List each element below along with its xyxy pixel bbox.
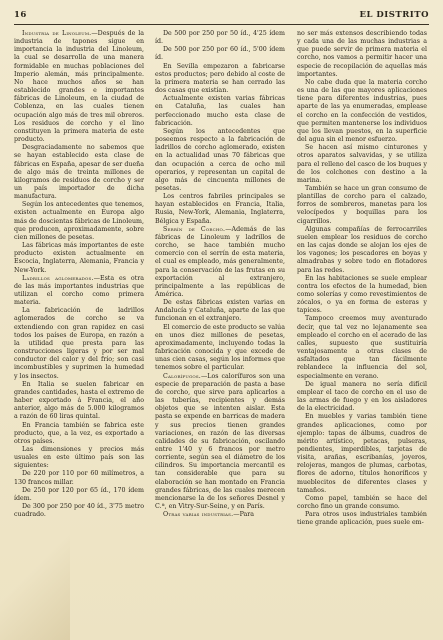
paragraph-text: Se hacen así mismo cinturones y otros aparatos salvavidas, y se utiliza para el relleno del casco de los buques y de los colchones con destino a la marina. — [297, 144, 427, 184]
paragraph-text: De 500 por 250 por 60 íd., 5'00 ídem íd. — [155, 46, 285, 62]
paragraph-text: También se hace un gran consumo de plantillas de corcho para el calzado, forros de sombreros, manetas para los velocípedos y boquillas para los cigarrillos. — [297, 184, 427, 225]
paragraph — [14, 242, 144, 275]
paragraph — [297, 413, 427, 495]
paragraph-text: De 250 por 120 por 65 íd., 170 ídem ídem. — [14, 486, 144, 502]
text-column-3 — [297, 30, 427, 528]
paragraph-text: De 300 por 250 por 40 íd., 3'75 metro cuadrado. — [14, 503, 144, 519]
paragraph — [297, 144, 427, 185]
paper-stain — [0, 530, 70, 640]
paragraph — [14, 144, 144, 201]
paragraph-text: Para otros usos industriales también tiene grande aplicación, pues suele em- — [297, 511, 427, 527]
section-heading: Serrín de Corcho. — [163, 225, 226, 233]
paragraph-text: De 220 por 110 por 60 milímetros, a 130 francos millar. — [14, 470, 144, 486]
paragraph — [155, 30, 285, 46]
paragraph — [14, 30, 144, 144]
paragraph — [155, 511, 285, 519]
paragraph-text: Las fábricas más importantes de este producto existen actualmente en Escocia, Inglaterra, Alemania, Francia y New-York. — [14, 242, 144, 274]
paragraph-text: No cabe duda que la materia corcho es una de las que mayores aplicaciones tiene para diferentes industrias, pues aparte de las ya enumeradas, emplease el corcho en la confección de vestidos, que permiten mantenerse los individuos que los llevan puestos, en la superficie del agua sin el menor esfuerzo. — [297, 78, 427, 144]
journal-title: EL DISTRITO — [359, 10, 429, 20]
paragraph-text: —Para — [233, 511, 255, 519]
paragraph-text: Actualmente existen varias fábricas en Cataluña, las cuales han perfeccionado mucho esta clase de fabricación. — [155, 95, 285, 127]
paragraph-text: Tampoco creemos muy aventurado decir, que tal vez no lejanamente sea empleado el corcho en el acerado de las calles, supuesto que sustituiría ventajosamente a otras clases de asfaltados que tan fácilmente reblandece la influencia del sol, especialmente en verano. — [297, 315, 427, 380]
text-column-2 — [155, 30, 285, 519]
text-column-1 — [14, 30, 144, 519]
page-number: 16 — [14, 10, 27, 20]
paragraph-text: —Además de las fábricas de Linoleum y ladrillos de corcho, se hace también mucho comercio con el serrín de esta materia, el cual es empleado, más generalmente, para la conservación de las frutas en su exportación al extranjero, principalmente a las repúblicas de América. — [155, 225, 285, 298]
paragraph-text: no ser más extensos describiendo todas y cada una de las muchas industrias a que puede servir de primera materia el corcho, nos vamos a permitir hacer una especie de recopilación de aquellas más importantes. — [297, 30, 427, 78]
paragraph-text: Según los antecedentes que poseemos respecto a la fabricación de ladrillos de corcho aglomerado, existen en la actualidad unas 70 fábricas que dan ocupación a cerca de ocho mil operarios, y representan un capital de algo más de cincuenta millones de pesetas. — [155, 127, 285, 192]
paragraph-text: En Sevilla empezaron a fabricarse estos productos; pero debido al coste de la primera materia se han cerrado las dos casas que existían. — [155, 62, 285, 95]
section-heading: Industria de Linoleum. — [22, 30, 92, 37]
paragraph-text: La fabricación de ladrillos aglomerados de corcho se va extendiendo con gran rapidez en casi todos los países de Europa, en razón a la utilidad que presta para las construcciones ligeras y por ser mal conductor del calor y del frío; son casi incombustibles y suprimen la humedad y los insectos. — [14, 307, 144, 380]
paragraph — [155, 128, 285, 193]
paragraph — [297, 30, 427, 79]
paragraph-text: Las dimensiones y precios más usuales en este último país son las siguientes: — [14, 445, 144, 470]
paragraph — [14, 275, 144, 308]
paragraph-text: De 500 por 250 por 50 íd., 4'25 ídem íd. — [155, 30, 285, 46]
paragraph — [155, 193, 285, 226]
paragraph — [297, 495, 427, 511]
page-header — [14, 10, 429, 24]
paragraph-text: Según los antecedentes que tenemos, existen actualmente en Europa algo más de doscientas fábricas de Linoleum, que producen, aproximadamente, sobre cien millones de pesetas. — [14, 201, 144, 241]
paragraph — [297, 185, 427, 226]
paragraph-text: Como papel, también se hace del corcho fino un grande consumo. — [297, 494, 427, 511]
paragraph — [155, 63, 285, 96]
paragraph-text: —Esta es otra de las más importantes industrias que utilizan el corcho como primera materia. — [14, 274, 144, 307]
paragraph — [297, 275, 427, 316]
paragraph-text: —Después de la industria de tapones sigue en importancia la industria del Linoleum, la cual se desarrolla de una manera formidable en muchas poblaciones del Imperio alemán, más principalmente. No hace muchos años se han establecido grandes e importantes fábricas de Linoleum, en la ciudad de Coblenza, en las cuales tienen ocupación algo más de tres mil obreros. Los residuos de corcho y el lino constituyen la primera materia de este producto. — [14, 30, 144, 144]
paragraph-text: De estas fábricas existen varias en Andalucía y Cataluña, aparte de las que funcionan en el extranjero. — [155, 299, 285, 323]
paragraph-text: En muebles y varias también tiene grandes aplicaciones, como por ejemplo: tapas de álbums, cuadros de mérito artístico, petacas, pulseras, pendientes, imperdibles, tarjetas de visita, arañas, escribanías, joyeros, relojeras, mangos de plumas, carbotas, flores de adorno, títulos honoríficos y mueblecitos de diferentes clases y tamaños. — [297, 413, 427, 494]
paragraph — [155, 373, 285, 512]
paragraph — [14, 487, 144, 503]
section-heading: Ladrillos aglomerados. — [22, 274, 94, 282]
paragraph-text: En Francia también se fabrica este producto, que, a la vez, es exportado a otros países. — [14, 421, 144, 445]
paragraph — [297, 226, 427, 275]
paragraph-text: En Italia se suelen fabricar en grandes cantidades, hasta el extremo de haber exportado á Francia, el año anterior, algo más de 5.000 kilogramos a razón de 60 liras quintal. — [14, 380, 144, 421]
paragraph — [14, 201, 144, 242]
paragraph — [297, 315, 427, 380]
header-rule — [14, 24, 429, 25]
paragraph — [155, 324, 285, 373]
section-heading: Calorífugos. — [163, 372, 201, 380]
section-heading: Otras varias industrias. — [163, 511, 234, 519]
paragraph-text: Los centros fabriles principales se hayan establecidos en Francia, Italia, Rusia, New-York, Alemania, Inglaterra, Bélgica y España. — [155, 193, 285, 225]
paragraph — [14, 422, 144, 446]
paragraph — [155, 226, 285, 299]
paragraph-text: Desgraciadamente no sabemos que se hayan establecido esta clase de fábricas en España, apesar de ser dueña de algo más de treinta millones de kilogramos de residuos de corcho y ser un país importador de dicha manufactura. — [14, 144, 144, 201]
paragraph — [297, 381, 427, 414]
paragraph — [155, 46, 285, 62]
paragraph-text: Algunas compañías de ferrocarriles suelen emplear los residuos de corcho en las cajas donde se alojan los ejes de los vagones; los pescadores en boyas y almadrabas y sobre todo en flotadores para las redes. — [297, 225, 427, 274]
paragraph — [14, 503, 144, 519]
paragraph — [14, 446, 144, 470]
paragraph-text: —Los calorífuros son una especie de preparación de pasta a base de corcho, que sirve para aplicarlos a las tuberías, recipientes y demás objetos que se intenten aislar. Esta pasta se expende en barricas de madera y sus precios tienen grandes variaciones, en razón de las diversas calidades de su fabricación, oscilando entre 1'40 y 6 francos por metro corriente, según sea el diámetro de los cilindros. Su importancia mercantil es tan considerable que para su elaboración se han montado en Francia grandes fábricas, de las cuales merecen mencionarse la de los señores Desnel y C.ª, en Vitry-Sur-Seine, y en París. — [155, 372, 285, 511]
paragraph — [14, 470, 144, 486]
paragraph — [155, 95, 285, 128]
paragraph-text: De igual manera no sería difícil emplear el taco de corcho en el uso de las armas de fuego y en los aisladores de la electricidad. — [297, 380, 427, 413]
paragraph — [297, 79, 427, 144]
paragraph — [14, 307, 144, 380]
paragraph — [297, 511, 427, 527]
paragraph-text: En las habitaciones se suele emplear contra los efectos de la humedad, bien como solerías y como revestimientos de zócalos, o ya en forma de esteras y tapices. — [297, 274, 427, 315]
paragraph-text: El comercio de este producto se valúa en unos diez millones de pesetas, aproximadamente, incluyendo todas la fabricación conocida y que excede de unas cien casas, según los informes que tenemos sobre el particular. — [155, 323, 285, 372]
paragraph — [155, 299, 285, 323]
paragraph — [14, 381, 144, 422]
